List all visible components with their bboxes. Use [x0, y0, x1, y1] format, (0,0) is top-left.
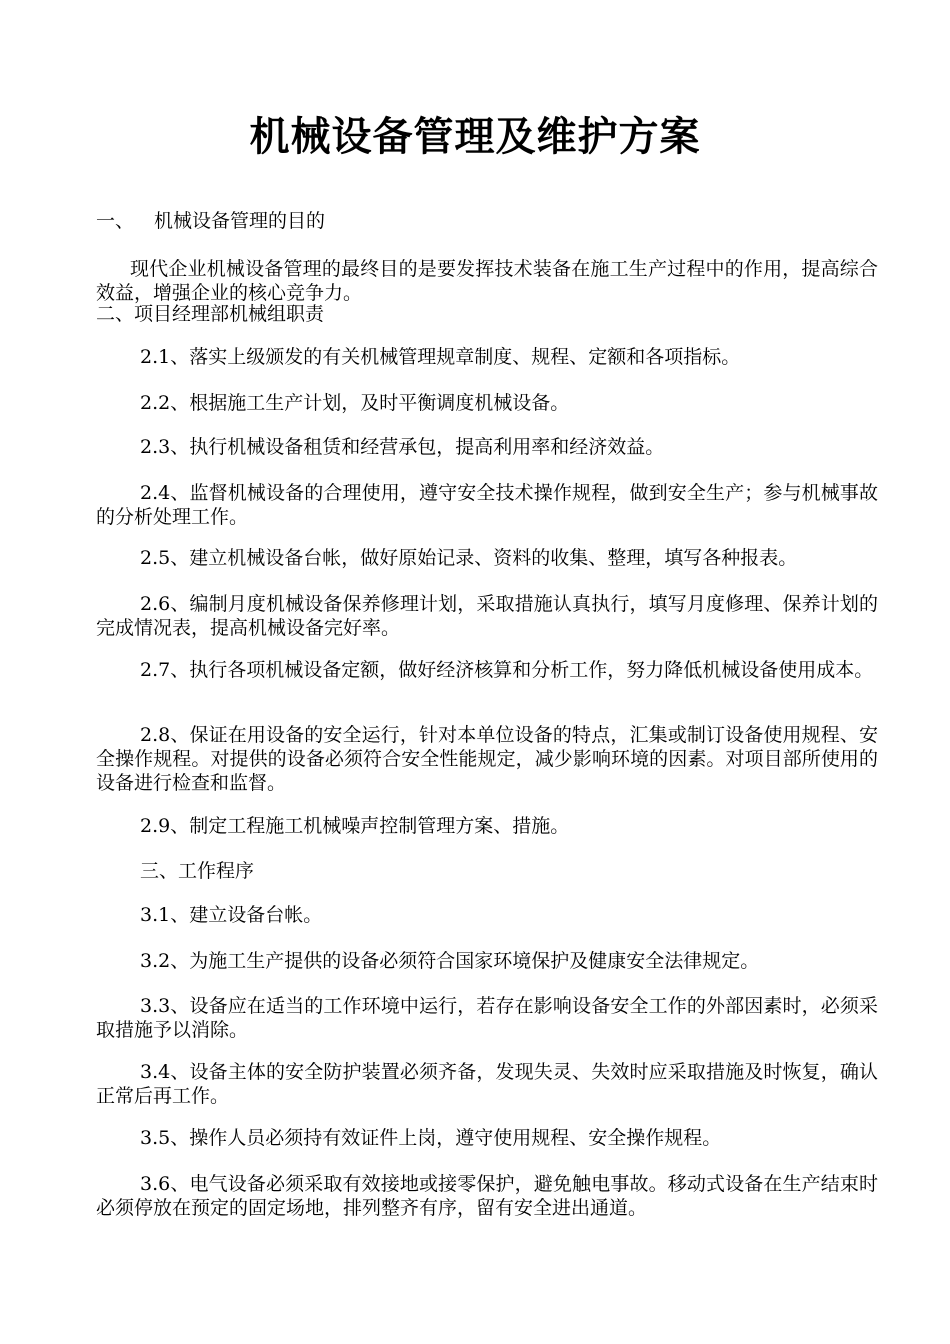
section1-paragraph: 现代企业机械设备管理的最终目的是要发挥技术装备在施工生产过程中的作用，提高综合效益，增强企业的核心竞争力。: [96, 258, 878, 304]
list-item: 3.4、设备主体的安全防护装置必须齐备，发现失灵、失效时应采取措施及时恢复，确认正常后再工作。: [96, 1061, 878, 1107]
list-item: 2.9、制定工程施工机械噪声控制管理方案、措施。: [140, 815, 570, 837]
list-item: 3.2、为施工生产提供的设备必须符合国家环境保护及健康安全法律规定。: [140, 950, 760, 972]
section1-number: 一、: [96, 210, 135, 232]
section1-heading-text: 机械设备管理的目的: [154, 210, 326, 232]
list-item: 2.4、监督机械设备的合理使用，遵守安全技术操作规程，做到安全生产；参与机械事故的分析处理工作。: [96, 482, 878, 528]
list-item: 2.7、执行各项机械设备定额，做好经济核算和分析工作，努力降低机械设备使用成本。: [140, 659, 874, 681]
list-item: 2.2、根据施工生产计划，及时平衡调度机械设备。: [140, 392, 570, 414]
list-item: 3.3、设备应在适当的工作环境中运行，若存在影响设备安全工作的外部因素时，必须采取措施予以消除。: [96, 995, 878, 1041]
list-item: 3.5、操作人员必须持有效证件上岗，遵守使用规程、安全操作规程。: [140, 1127, 722, 1149]
list-item: 2.1、落实上级颁发的有关机械管理规章制度、规程、定额和各项指标。: [140, 346, 741, 368]
document-title: 机械设备管理及维护方案: [249, 113, 701, 160]
list-item: 3.1、建立设备台帐。: [140, 904, 323, 926]
section2-heading: 二、项目经理部机械组职责: [96, 303, 325, 325]
section3-heading: 三、工作程序: [140, 860, 255, 882]
list-item: 2.3、执行机械设备租赁和经营承包，提高利用率和经济效益。: [140, 436, 665, 458]
list-item: 2.8、保证在用设备的安全运行，针对本单位设备的特点，汇集或制订设备使用规程、安全操作规程。对提供的设备必须符合安全性能规定，减少影响环境的因素。对项目部所使用的设备进行检查和监督。: [96, 724, 878, 794]
list-item: 3.6、电气设备必须采取有效接地或接零保护，避免触电事故。移动式设备在生产结束时必须停放在预定的固定场地，排列整齐有序，留有安全进出通道。: [96, 1173, 878, 1219]
list-item: 2.6、编制月度机械设备保养修理计划，采取措施认真执行，填写月度修理、保养计划的完成情况表，提高机械设备完好率。: [96, 593, 878, 639]
list-item: 2.5、建立机械设备台帐，做好原始记录、资料的收集、整理，填写各种报表。: [140, 547, 798, 569]
section1-heading: [96, 209, 878, 233]
